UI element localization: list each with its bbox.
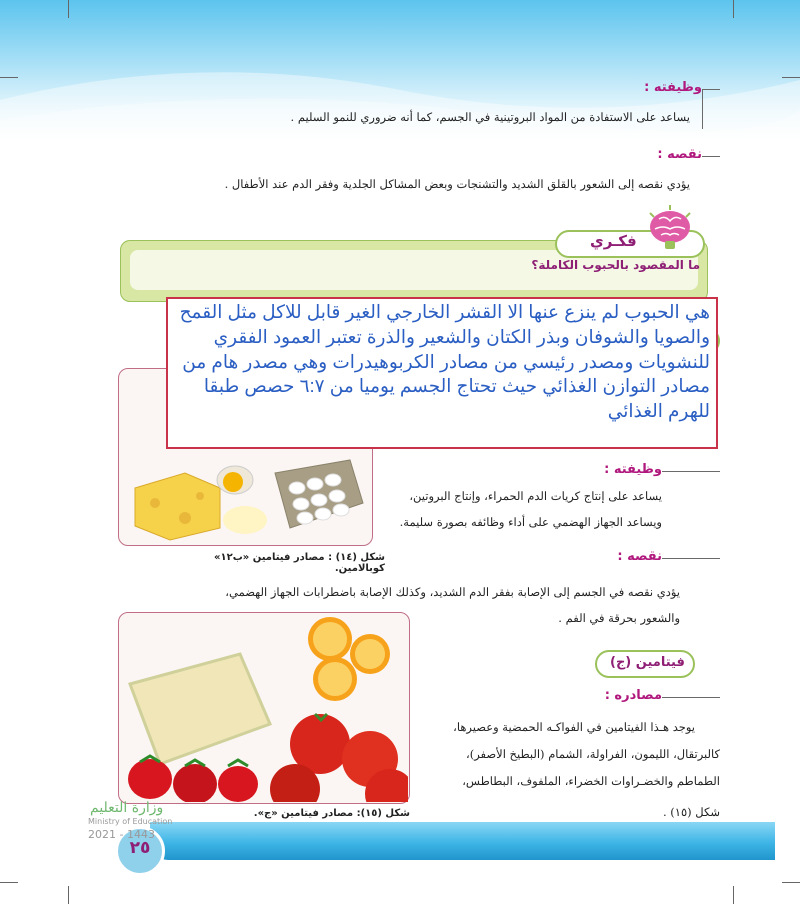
crop-mark <box>68 886 69 904</box>
heading-rule <box>702 156 720 157</box>
crop-mark <box>0 77 18 78</box>
ministry-logo-text: وزارة التعليم <box>90 800 164 816</box>
heading-rule <box>702 89 720 90</box>
vitamin-c-line4: شكل (١٥) . <box>662 805 720 819</box>
figure-15-image <box>120 614 408 802</box>
heading-rule <box>662 471 720 472</box>
function-text-2-line2: ويساعد الجهاز الهضمي على أداء وظائفه بصورة سليمة. <box>399 515 662 529</box>
crop-mark <box>733 0 734 18</box>
heading-rule <box>662 697 720 698</box>
vitamin-c-line2: كالبرتقال، الليمون، الفراولة، الشمام (البطيخ الأصفر)، <box>466 747 720 761</box>
figure-15-caption: شكل (١٥): مصادر فيتامين «ج». <box>253 808 410 819</box>
page-number: ٢٥ <box>129 838 151 858</box>
vitamin-c-title: فيتامين (ج) <box>610 655 685 670</box>
function-text-2-line1: يساعد على إنتاج كريات الدم الحمراء، وإنتاج البروتين، <box>409 489 662 503</box>
crop-mark <box>68 0 69 18</box>
brain-icon <box>645 205 695 255</box>
crop-mark <box>782 882 800 883</box>
heading-rule <box>702 89 703 129</box>
function-text: يساعد على الاستفادة من المواد البروتينية في الجسم، كما أنه ضروري للنمو السليم . <box>290 110 690 124</box>
footer-bar <box>150 822 775 860</box>
think-question: ما المقصود بالحبوب الكاملة؟ <box>531 258 700 272</box>
think-title: فكـري <box>590 232 637 250</box>
crop-mark <box>733 886 734 904</box>
deficiency-text: يؤدي نقصه إلى الشعور بالقلق الشديد والتشنجات وبعض المشاكل الجلدية وفقر الدم عند الأطفال . <box>224 177 690 191</box>
crop-mark <box>782 77 800 78</box>
function-heading-2: وظيفته : <box>604 462 662 477</box>
ministry-english: Ministry of Education <box>88 817 173 826</box>
figure-14-image <box>125 448 365 543</box>
edition-year: 2021 - 1443 <box>88 828 155 841</box>
deficiency-text-2-line2: والشعور بحرقة في الفم . <box>558 611 680 625</box>
deficiency-text-2-line1: يؤدي نقصه في الجسم إلى الإصابة بفقر الدم الشديد، وكذلك الإصابة باضطرابات الجهاز الهضمي، <box>225 585 680 599</box>
answer-text: هي الحبوب لم ينزع عنها الا القشر الخارجي الغير قابل للاكل مثل القمح والصويا والشوفان وبذر الكتان والشعير والذرة تعتبر العمود الفقري للنشويات ومصدر رئيسي من مصادر الكربوهيدرات وهي مصدر هام من مصادر التوازن الغذائي حيث تحتاج الجسم يوميا من ٦:٧ حصص طبقا للهرم الغذائي <box>179 301 710 422</box>
crop-mark <box>0 882 18 883</box>
figure-14-caption: شكل (١٤) : مصادر فيتامين «ب١٢» كوبالامين. <box>214 552 385 574</box>
vitamin-c-line3: الطماطم والخضـراوات الخضراء، الملفوف، البطاطس، <box>462 774 720 788</box>
deficiency-heading-2: نقصه : <box>617 549 662 564</box>
wave-decoration <box>0 40 800 160</box>
heading-rule <box>662 558 720 559</box>
deficiency-heading: نقصه : <box>657 147 702 162</box>
sources-heading: مصادره : <box>604 688 662 703</box>
function-heading: وظيفته : <box>644 80 702 95</box>
vitamin-c-line1: يوجد هـذا الفيتامين في الفواكـه الحمضية وعصيرها، <box>453 720 695 734</box>
